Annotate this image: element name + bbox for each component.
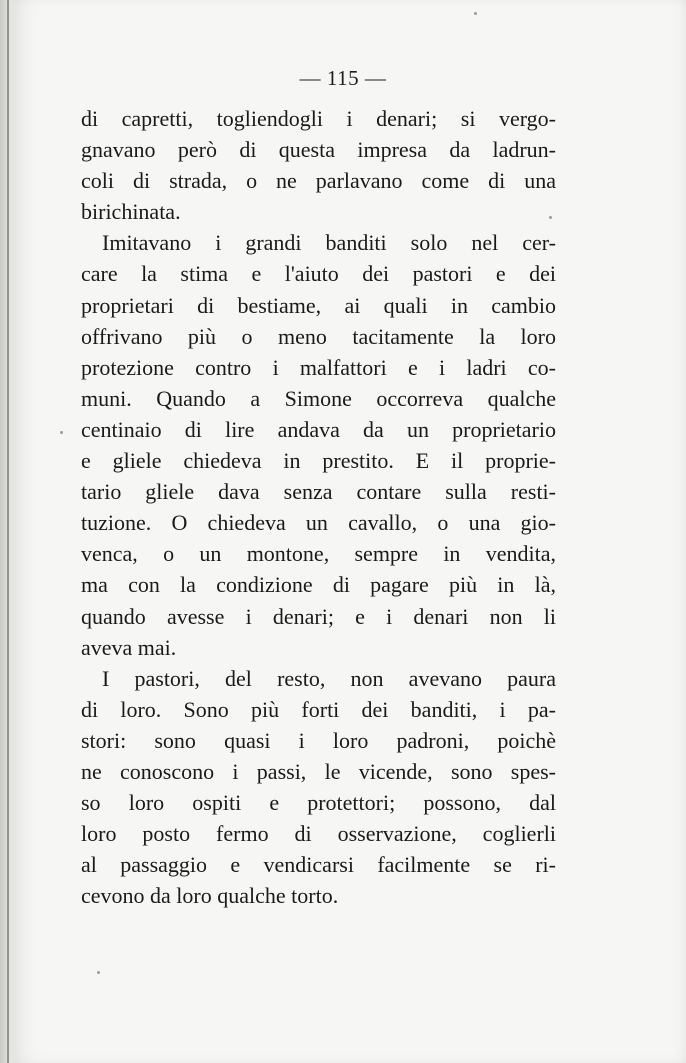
- text-line: coli di strada, o ne parlavano come di una: [81, 168, 556, 194]
- text-line: ma con la condizione di pagare più in là,: [81, 572, 556, 598]
- scan-speck: [474, 12, 477, 15]
- text-line: tario gliele dava senza contare sulla resti-: [81, 479, 556, 505]
- text-line: centinaio di lire andava da un proprietario: [81, 416, 556, 442]
- scan-speck: [60, 431, 63, 434]
- text-line: e gliele chiedeva in prestito. E il proprie-: [81, 448, 556, 474]
- scan-speck: [549, 216, 552, 219]
- text-line: gnavano però di questa impresa da ladrun-: [81, 137, 556, 163]
- text-line: tuzione. O chiedeva un cavallo, o una gio-: [81, 510, 556, 536]
- page-number: — 115 —: [299, 66, 387, 90]
- text-line: loro posto fermo di osservazione, coglierli: [81, 821, 556, 847]
- text-line: birichinata.: [81, 199, 181, 225]
- text-line: protezione contro i malfattori e i ladri co-: [81, 354, 556, 380]
- text-line: al passaggio e vendicarsi facilmente se ri-: [81, 852, 556, 878]
- text-line: proprietari di bestiame, ai quali in cambio: [81, 292, 556, 318]
- text-line: offrivano più o meno tacitamente la loro: [81, 323, 556, 349]
- text-line: stori: sono quasi i loro padroni, poichè: [81, 727, 556, 753]
- text-line: cevono da loro qualche torto.: [81, 883, 339, 909]
- text-line: I pastori, del resto, non avevano paura: [102, 665, 556, 691]
- text-line: venca, o un montone, sempre in vendita,: [81, 541, 556, 567]
- scan-speck: [97, 971, 100, 974]
- text-line: care la stima e l'aiuto dei pastori e dei: [81, 261, 556, 287]
- body-text: [81, 103, 556, 911]
- text-line: so loro ospiti e protettori; possono, dal: [81, 790, 556, 816]
- text-line: ne conoscono i passi, le vicende, sono spes-: [81, 758, 556, 784]
- text-line: aveva mai.: [81, 634, 177, 660]
- page-binding-edge: [7, 0, 9, 1063]
- text-line: di capretti, togliendogli i denari; si vergo-: [81, 106, 556, 131]
- text-line: Imitavano i grandi banditi solo nel cer-: [102, 230, 556, 256]
- text-line: muni. Quando a Simone occorreva qualche: [81, 385, 556, 411]
- text-line: quando avesse i denari; e i denari non li: [81, 603, 556, 629]
- text-line: di loro. Sono più forti dei banditi, i pa-: [81, 696, 556, 722]
